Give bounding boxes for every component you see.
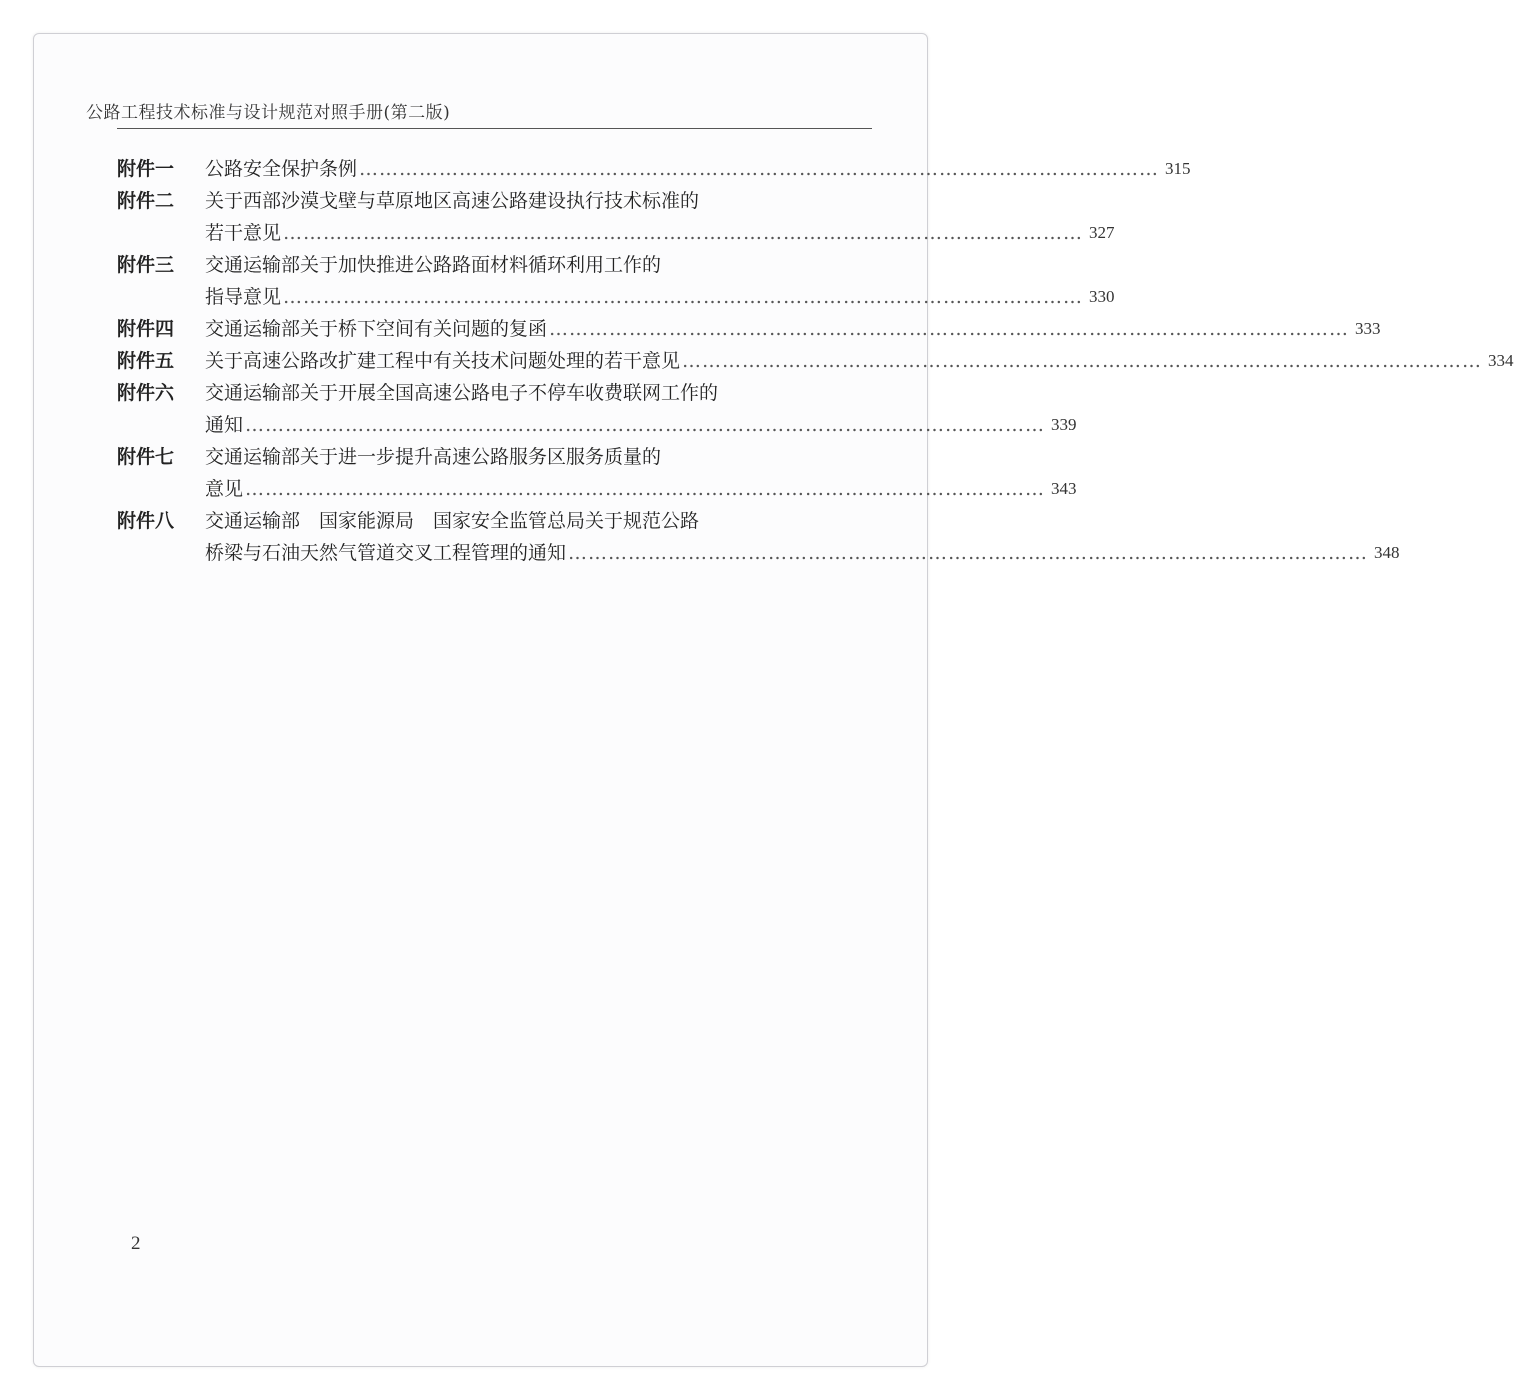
toc-entry[interactable] (117, 153, 1191, 185)
leader-dots: ………………………………………………………………………………………………………… (549, 318, 1350, 340)
leader-dots: ………………………………………………………………………………………………………… (682, 350, 1483, 372)
entry-title-cont: 意见 (205, 478, 244, 500)
entry-page: 334 (1488, 351, 1514, 370)
entry-title-cont: 桥梁与石油天然气管道交叉工程管理的通知 (205, 542, 567, 564)
entry-title-cont: 若干意见 (205, 222, 282, 244)
entry-title: 公路安全保护条例 (205, 158, 358, 180)
toc-entry[interactable] (117, 249, 1115, 313)
entry-page: 315 (1165, 159, 1191, 178)
leader-dots: ………………………………………………………………………………………………………… (283, 222, 1084, 244)
entry-title: 交通运输部 国家能源局 国家安全监管总局关于规范公路 (205, 510, 700, 532)
entry-label: 附件六 (117, 382, 175, 404)
entry-title-cont: 通知 (205, 414, 244, 436)
entry-label: 附件八 (117, 510, 175, 532)
table-of-contents (117, 153, 1514, 569)
toc-entry[interactable] (117, 505, 1400, 569)
entry-page: 333 (1355, 319, 1381, 338)
header-rule (117, 128, 872, 129)
leader-dots: ………………………………………………………………………………………………………… (245, 478, 1046, 500)
entry-title: 交通运输部关于加快推进公路路面材料循环利用工作的 (205, 254, 662, 276)
entry-page: 339 (1051, 415, 1077, 434)
entry-label: 附件四 (117, 318, 175, 340)
entry-title: 交通运输部关于开展全国高速公路电子不停车收费联网工作的 (205, 382, 719, 404)
entry-page: 330 (1089, 287, 1115, 306)
entry-label: 附件三 (117, 254, 175, 276)
toc-entry[interactable] (117, 185, 1115, 249)
toc-entry[interactable] (117, 441, 1077, 505)
toc-entry[interactable] (117, 377, 1077, 441)
entry-title: 关于高速公路改扩建工程中有关技术问题处理的若干意见 (205, 350, 681, 372)
entry-title: 交通运输部关于进一步提升高速公路服务区服务质量的 (205, 446, 662, 468)
leader-dots: ………………………………………………………………………………………………………… (283, 286, 1084, 308)
entry-title: 关于西部沙漠戈壁与草原地区高速公路建设执行技术标准的 (205, 190, 700, 212)
entry-page: 348 (1374, 543, 1400, 562)
leader-dots: ………………………………………………………………………………………………………… (568, 542, 1369, 564)
entry-label: 附件一 (117, 158, 175, 180)
entry-label: 附件五 (117, 350, 175, 372)
entry-label: 附件七 (117, 446, 175, 468)
page-number: 2 (131, 1233, 141, 1254)
entry-title: 交通运输部关于桥下空间有关问题的复函 (205, 318, 548, 340)
entry-label: 附件二 (117, 190, 175, 212)
entry-page: 327 (1089, 223, 1115, 242)
leader-dots: ………………………………………………………………………………………………………… (359, 158, 1160, 180)
running-header: 公路工程技术标准与设计规范对照手册(第二版) (86, 103, 451, 123)
entry-page: 343 (1051, 479, 1077, 498)
toc-entry[interactable] (117, 313, 1381, 345)
leader-dots: ………………………………………………………………………………………………………… (245, 414, 1046, 436)
entry-title-cont: 指导意见 (205, 286, 282, 308)
toc-entry[interactable] (117, 345, 1514, 377)
